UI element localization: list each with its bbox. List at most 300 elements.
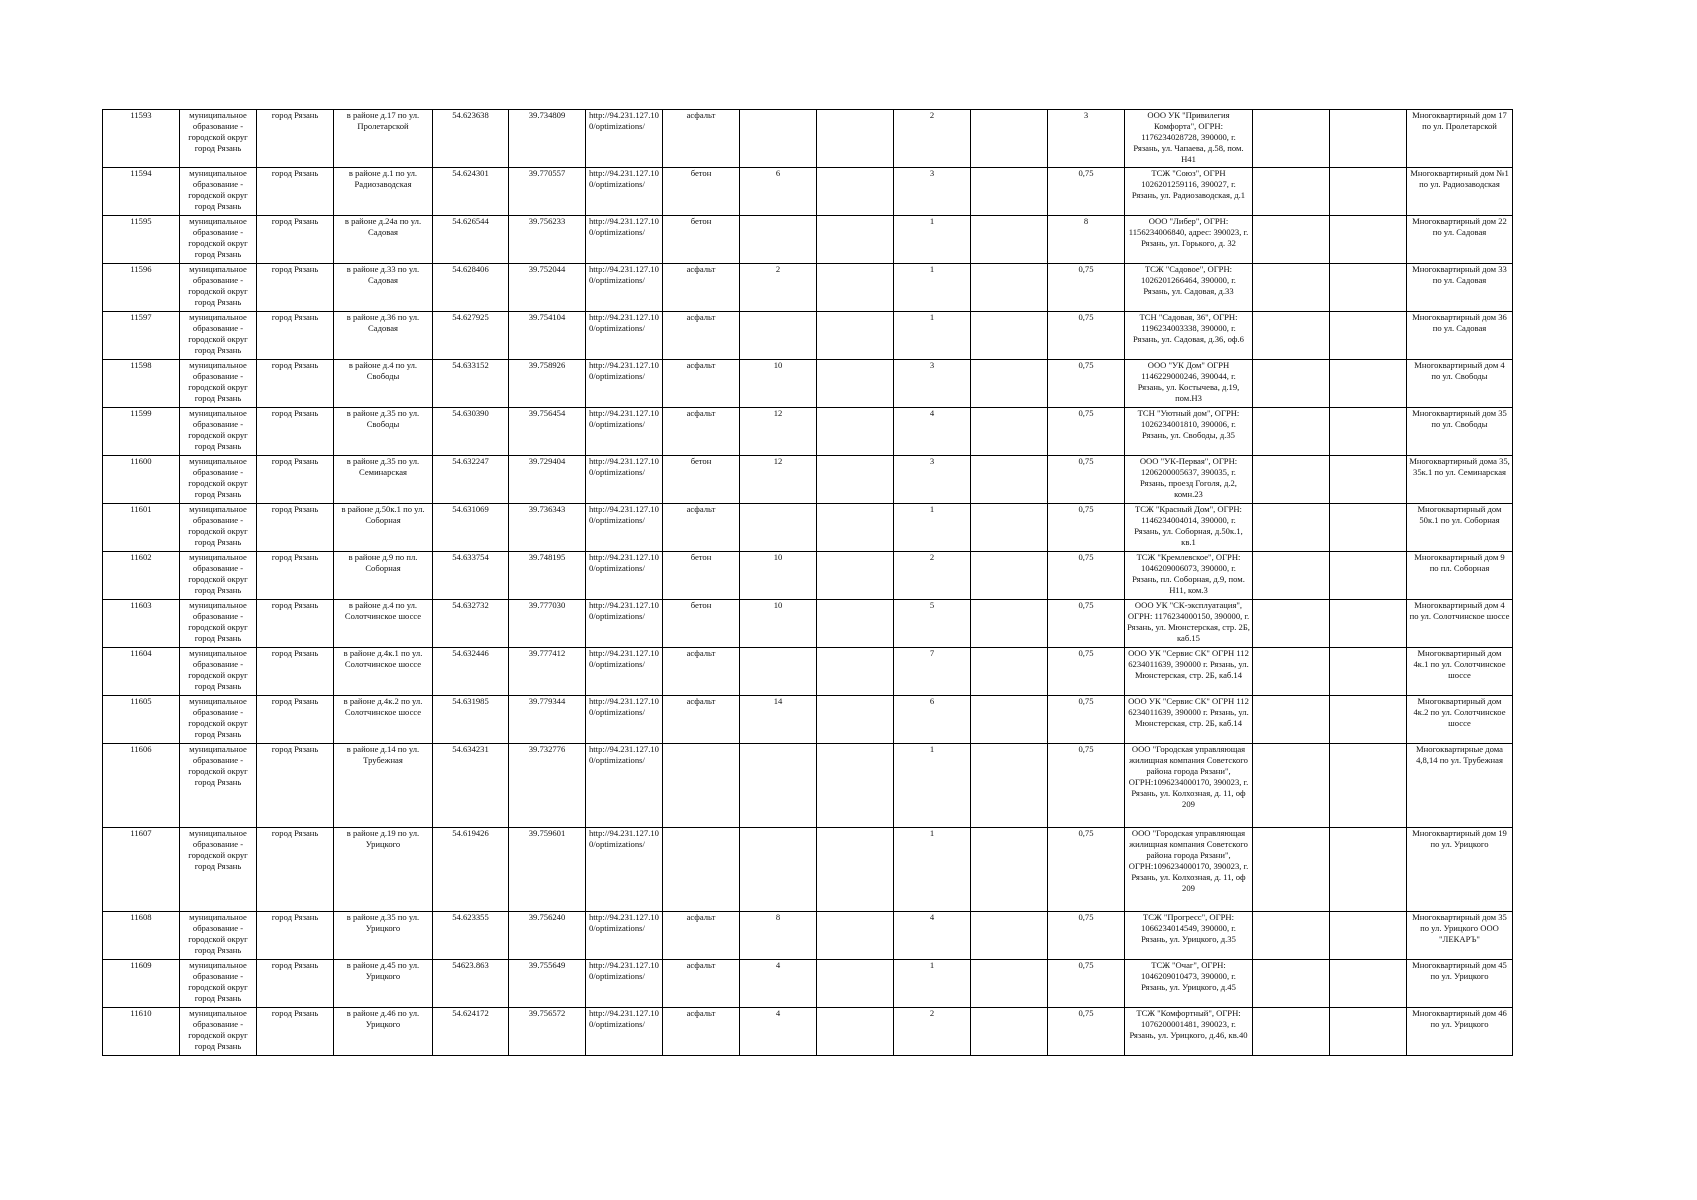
table-row: [103, 828, 1513, 912]
cell-col-15: [1253, 1008, 1330, 1056]
cell-volume: 0,75: [1048, 828, 1125, 912]
cell-city: город Рязань: [257, 696, 334, 744]
cell-latitude: 54.632446: [433, 648, 509, 696]
cell-area: 2: [740, 264, 817, 312]
cell-col-16: [1330, 264, 1407, 312]
cell-col-16: [1330, 828, 1407, 912]
cell-volume: 0,75: [1048, 552, 1125, 600]
cell-source: Многоквартирный дом 35 по ул. Урицкого ООО "ЛЕКАРЪ": [1407, 912, 1513, 960]
table-row: [103, 168, 1513, 216]
cell-id: 11599: [103, 408, 180, 456]
cell-source: Многоквартирный дом 46 по ул. Урицкого: [1407, 1008, 1513, 1056]
cell-scheme-link: http://94.231.127.10 0/optimizations/: [586, 552, 663, 600]
cell-city: город Рязань: [257, 504, 334, 552]
cell-longitude: 39.748195: [509, 552, 586, 600]
cell-owner: ООО УК "СК-эксплуатация", ОГРН: 1176234000150, 390000, г. Рязань, ул. Мюнстерская, стр. 2Б, каб.15: [1125, 600, 1253, 648]
cell-latitude: 54.627925: [433, 312, 509, 360]
cell-latitude: 54.633754: [433, 552, 509, 600]
cell-id: 11594: [103, 168, 180, 216]
cell-area: 10: [740, 552, 817, 600]
cell-col-12: [971, 648, 1048, 696]
cell-scheme-link: http://94.231.127.10 0/optimizations/: [586, 960, 663, 1008]
cell-volume: 0,75: [1048, 456, 1125, 504]
cell-municipality: муниципальное образование - городской округ город Рязань: [180, 504, 257, 552]
cell-city: город Рязань: [257, 456, 334, 504]
cell-latitude: 54.631069: [433, 504, 509, 552]
cell-col-15: [1253, 504, 1330, 552]
cell-col-16: [1330, 408, 1407, 456]
cell-col-12: [971, 600, 1048, 648]
cell-latitude: 54.632247: [433, 456, 509, 504]
cell-id: 11601: [103, 504, 180, 552]
cell-owner: ТСЖ "Союз", ОГРН 1026201259116, 390027, г. Рязань, ул. Радиозаводская, д.1: [1125, 168, 1253, 216]
cell-location: в районе д.33 по ул. Садовая: [334, 264, 433, 312]
cell-area: [740, 828, 817, 912]
cell-col-16: [1330, 552, 1407, 600]
cell-containers: 7: [894, 648, 971, 696]
cell-latitude: 54.626544: [433, 216, 509, 264]
table-row: [103, 960, 1513, 1008]
cell-longitude: 39.756233: [509, 216, 586, 264]
cell-volume: 3: [1048, 110, 1125, 168]
cell-col-15: [1253, 216, 1330, 264]
cell-col-12: [971, 1008, 1048, 1056]
cell-latitude: 54.624172: [433, 1008, 509, 1056]
table-row: [103, 744, 1513, 828]
cell-col-16: [1330, 216, 1407, 264]
cell-longitude: 39.759601: [509, 828, 586, 912]
cell-surface: асфальт: [663, 1008, 740, 1056]
cell-containers: 2: [894, 552, 971, 600]
cell-col-15: [1253, 744, 1330, 828]
cell-area: 12: [740, 456, 817, 504]
cell-scheme-link: http://94.231.127.10 0/optimizations/: [586, 828, 663, 912]
table-row: [103, 312, 1513, 360]
cell-id: 11596: [103, 264, 180, 312]
cell-source: Многоквартирный дом 4к.2 по ул. Солотчинское шоссе: [1407, 696, 1513, 744]
cell-surface: асфальт: [663, 408, 740, 456]
cell-col-10: [817, 408, 894, 456]
cell-location: в районе д.50к.1 по ул. Соборная: [334, 504, 433, 552]
cell-col-15: [1253, 456, 1330, 504]
cell-city: город Рязань: [257, 168, 334, 216]
cell-latitude: 54.628406: [433, 264, 509, 312]
cell-surface: асфальт: [663, 312, 740, 360]
cell-source: Многоквартирный дом 45 по ул. Урицкого: [1407, 960, 1513, 1008]
cell-col-15: [1253, 408, 1330, 456]
cell-surface: [663, 828, 740, 912]
cell-owner: ТСЖ "Комфортный", ОГРН: 1076200001481, 390023, г. Рязань, ул. Урицкого, д.46, кв.40: [1125, 1008, 1253, 1056]
cell-location: в районе д.1 по ул. Радиозаводская: [334, 168, 433, 216]
cell-volume: 0,75: [1048, 168, 1125, 216]
cell-municipality: муниципальное образование - городской округ город Рязань: [180, 600, 257, 648]
cell-city: город Рязань: [257, 552, 334, 600]
cell-longitude: 39.756454: [509, 408, 586, 456]
cell-col-16: [1330, 696, 1407, 744]
cell-containers: 1: [894, 264, 971, 312]
cell-location: в районе д.4к.1 по ул. Солотчинское шоссе: [334, 648, 433, 696]
cell-location: в районе д.35 по ул. Свободы: [334, 408, 433, 456]
cell-col-12: [971, 552, 1048, 600]
table-row: [103, 912, 1513, 960]
cell-containers: 5: [894, 600, 971, 648]
cell-owner: ТСЖ "Садовое", ОГРН: 1026201266464, 390000, г. Рязань, ул. Садовая, д.33: [1125, 264, 1253, 312]
cell-col-12: [971, 264, 1048, 312]
cell-area: 6: [740, 168, 817, 216]
cell-municipality: муниципальное образование - городской округ город Рязань: [180, 168, 257, 216]
cell-col-10: [817, 110, 894, 168]
cell-id: 11605: [103, 696, 180, 744]
cell-col-15: [1253, 360, 1330, 408]
table-row: [103, 504, 1513, 552]
cell-source: Многоквартирный дом 4 по ул. Свободы: [1407, 360, 1513, 408]
table-row: [103, 456, 1513, 504]
cell-col-10: [817, 264, 894, 312]
cell-source: Многоквартирный дом 50к.1 по ул. Соборная: [1407, 504, 1513, 552]
cell-longitude: 39.736343: [509, 504, 586, 552]
cell-longitude: 39.756572: [509, 1008, 586, 1056]
cell-area: 14: [740, 696, 817, 744]
cell-source: Многоквартирный дом 4 по ул. Солотчинское шоссе: [1407, 600, 1513, 648]
cell-location: в районе д.17 по ул. Пролетарской: [334, 110, 433, 168]
cell-owner: ТСЖ "Красный Дом", ОГРН: 1146234004014, 390000, г. Рязань, ул. Соборная, д.50к.1, кв.1: [1125, 504, 1253, 552]
cell-longitude: 39.758926: [509, 360, 586, 408]
cell-surface: асфальт: [663, 960, 740, 1008]
cell-owner: ТСН "Садовая, 36", ОГРН: 1196234003338, 390000, г. Рязань, ул. Садовая, д.36, оф.6: [1125, 312, 1253, 360]
cell-col-15: [1253, 264, 1330, 312]
cell-location: в районе д.19 по ул. Урицкого: [334, 828, 433, 912]
cell-surface: асфальт: [663, 912, 740, 960]
cell-source: Многоквартирный дом 9 по пл. Соборная: [1407, 552, 1513, 600]
cell-surface: асфальт: [663, 360, 740, 408]
cell-scheme-link: http://94.231.127.10 0/optimizations/: [586, 264, 663, 312]
cell-owner: ООО "УК-Первая", ОГРН: 1206200005637, 390035, г. Рязань, проезд Гоголя, д.2, комн.23: [1125, 456, 1253, 504]
cell-col-15: [1253, 552, 1330, 600]
cell-longitude: 39.779344: [509, 696, 586, 744]
cell-city: город Рязань: [257, 360, 334, 408]
cell-latitude: 54.623638: [433, 110, 509, 168]
cell-id: 11597: [103, 312, 180, 360]
table-row: [103, 216, 1513, 264]
cell-longitude: 39.729404: [509, 456, 586, 504]
cell-col-16: [1330, 360, 1407, 408]
cell-col-10: [817, 312, 894, 360]
cell-source: Многоквартирный дом 36 по ул. Садовая: [1407, 312, 1513, 360]
cell-containers: 3: [894, 360, 971, 408]
cell-latitude: 54.633152: [433, 360, 509, 408]
cell-col-15: [1253, 828, 1330, 912]
cell-area: [740, 744, 817, 828]
cell-source: Многоквартирный дом 4к.1 по ул. Солотчинское шоссе: [1407, 648, 1513, 696]
cell-scheme-link: http://94.231.127.10 0/optimizations/: [586, 360, 663, 408]
cell-containers: 1: [894, 216, 971, 264]
cell-surface: асфальт: [663, 504, 740, 552]
cell-id: 11606: [103, 744, 180, 828]
cell-id: 11608: [103, 912, 180, 960]
cell-volume: 0,75: [1048, 264, 1125, 312]
cell-latitude: 54.632732: [433, 600, 509, 648]
cell-id: 11607: [103, 828, 180, 912]
cell-owner: ТСЖ "Прогресс", ОГРН: 1066234014549, 390000, г. Рязань, ул. Урицкого, д.35: [1125, 912, 1253, 960]
cell-longitude: 39.777030: [509, 600, 586, 648]
cell-col-16: [1330, 960, 1407, 1008]
table-body: [103, 110, 1513, 1056]
cell-col-12: [971, 960, 1048, 1008]
cell-scheme-link: http://94.231.127.10 0/optimizations/: [586, 216, 663, 264]
cell-containers: 6: [894, 696, 971, 744]
cell-municipality: муниципальное образование - городской округ город Рязань: [180, 696, 257, 744]
cell-scheme-link: http://94.231.127.10 0/optimizations/: [586, 312, 663, 360]
cell-volume: 0,75: [1048, 1008, 1125, 1056]
cell-surface: асфальт: [663, 110, 740, 168]
cell-containers: 3: [894, 168, 971, 216]
cell-scheme-link: http://94.231.127.10 0/optimizations/: [586, 648, 663, 696]
cell-scheme-link: http://94.231.127.10 0/optimizations/: [586, 168, 663, 216]
cell-location: в районе д.36 по ул. Садовая: [334, 312, 433, 360]
cell-col-12: [971, 216, 1048, 264]
cell-area: [740, 216, 817, 264]
cell-source: Многоквартирные дома 4,8,14 по ул. Трубежная: [1407, 744, 1513, 828]
cell-area: 10: [740, 600, 817, 648]
cell-containers: 2: [894, 110, 971, 168]
cell-municipality: муниципальное образование - городской округ город Рязань: [180, 456, 257, 504]
cell-area: [740, 648, 817, 696]
cell-scheme-link: http://94.231.127.10 0/optimizations/: [586, 504, 663, 552]
cell-city: город Рязань: [257, 828, 334, 912]
cell-surface: бетон: [663, 168, 740, 216]
cell-col-12: [971, 360, 1048, 408]
cell-owner: ООО "УК Дом" ОГРН 1146229000246, 390044, г. Рязань, ул. Костычева, д.19, пом.Н3: [1125, 360, 1253, 408]
cell-col-10: [817, 960, 894, 1008]
cell-col-12: [971, 168, 1048, 216]
cell-col-16: [1330, 648, 1407, 696]
table-row: [103, 552, 1513, 600]
table-row: [103, 696, 1513, 744]
cell-volume: 0,75: [1048, 504, 1125, 552]
cell-source: Многоквартирный дом 19 по ул. Урицкого: [1407, 828, 1513, 912]
cell-col-10: [817, 456, 894, 504]
cell-location: в районе д.45 по ул. Урицкого: [334, 960, 433, 1008]
cell-area: 10: [740, 360, 817, 408]
cell-owner: ООО УК "Сервис СК" ОГРН 112 6234011639, 390000 г. Рязань, ул. Мюнстерская, стр. 2Б, каб.14: [1125, 648, 1253, 696]
cell-containers: 3: [894, 456, 971, 504]
cell-municipality: муниципальное образование - городской округ город Рязань: [180, 1008, 257, 1056]
cell-longitude: 39.734809: [509, 110, 586, 168]
cell-col-10: [817, 744, 894, 828]
cell-latitude: 54.634231: [433, 744, 509, 828]
cell-col-10: [817, 696, 894, 744]
cell-municipality: муниципальное образование - городской округ город Рязань: [180, 312, 257, 360]
cell-col-10: [817, 360, 894, 408]
table-row: [103, 408, 1513, 456]
cell-containers: 1: [894, 828, 971, 912]
cell-col-15: [1253, 312, 1330, 360]
cell-source: Многоквартирный дом 22 по ул. Садовая: [1407, 216, 1513, 264]
cell-longitude: 39.755649: [509, 960, 586, 1008]
cell-latitude: 54.623355: [433, 912, 509, 960]
cell-municipality: муниципальное образование - городской округ город Рязань: [180, 216, 257, 264]
cell-municipality: муниципальное образование - городской округ город Рязань: [180, 360, 257, 408]
cell-col-10: [817, 216, 894, 264]
table-row: [103, 110, 1513, 168]
cell-city: город Рязань: [257, 110, 334, 168]
cell-col-16: [1330, 312, 1407, 360]
cell-municipality: муниципальное образование - городской округ город Рязань: [180, 960, 257, 1008]
cell-location: в районе д.4 по ул. Свободы: [334, 360, 433, 408]
cell-city: город Рязань: [257, 216, 334, 264]
cell-city: город Рязань: [257, 264, 334, 312]
table-row: [103, 360, 1513, 408]
cell-longitude: 39.732776: [509, 744, 586, 828]
cell-longitude: 39.754104: [509, 312, 586, 360]
cell-volume: 0,75: [1048, 360, 1125, 408]
cell-id: 11593: [103, 110, 180, 168]
cell-owner: ООО УК "Привилегия Комфорта", ОГРН: 1176234028728, 390000, г. Рязань, ул. Чапаева, д.58, пом. Н41: [1125, 110, 1253, 168]
cell-id: 11602: [103, 552, 180, 600]
cell-source: Многоквартирный дом 33 по ул. Садовая: [1407, 264, 1513, 312]
cell-source: Многоквартирный дом 35 по ул. Свободы: [1407, 408, 1513, 456]
cell-city: город Рязань: [257, 744, 334, 828]
cell-source: Многоквартирный дома 35, 35к.1 по ул. Семинарская: [1407, 456, 1513, 504]
cell-city: город Рязань: [257, 960, 334, 1008]
cell-col-16: [1330, 912, 1407, 960]
cell-city: город Рязань: [257, 312, 334, 360]
cell-id: 11610: [103, 1008, 180, 1056]
cell-location: в районе д.24а по ул. Садовая: [334, 216, 433, 264]
cell-col-10: [817, 912, 894, 960]
cell-col-15: [1253, 168, 1330, 216]
cell-area: 8: [740, 912, 817, 960]
cell-location: в районе д.46 по ул. Урицкого: [334, 1008, 433, 1056]
cell-col-10: [817, 1008, 894, 1056]
cell-surface: бетон: [663, 456, 740, 504]
cell-scheme-link: http://94.231.127.10 0/optimizations/: [586, 696, 663, 744]
cell-scheme-link: http://94.231.127.10 0/optimizations/: [586, 600, 663, 648]
cell-surface: бетон: [663, 552, 740, 600]
cell-longitude: 39.752044: [509, 264, 586, 312]
cell-source: Многоквартирный дом 17 по ул. Пролетарской: [1407, 110, 1513, 168]
cell-volume: 0,75: [1048, 696, 1125, 744]
cell-latitude: 54.624301: [433, 168, 509, 216]
cell-id: 11600: [103, 456, 180, 504]
cell-area: [740, 312, 817, 360]
cell-longitude: 39.756240: [509, 912, 586, 960]
cell-area: 12: [740, 408, 817, 456]
cell-volume: 0,75: [1048, 744, 1125, 828]
cell-col-16: [1330, 110, 1407, 168]
cell-col-10: [817, 168, 894, 216]
cell-municipality: муниципальное образование - городской округ город Рязань: [180, 912, 257, 960]
cell-scheme-link: http://94.231.127.10 0/optimizations/: [586, 1008, 663, 1056]
cell-col-12: [971, 912, 1048, 960]
cell-col-12: [971, 696, 1048, 744]
cell-city: город Рязань: [257, 408, 334, 456]
cell-latitude: 54623.863: [433, 960, 509, 1008]
cell-owner: ООО "Городская управляющая жилищная компания Советского района города Рязани", ОГРН:1096234000170, 390023, г. Рязань, ул. Колхозная, д. 11, оф 209: [1125, 744, 1253, 828]
cell-municipality: муниципальное образование - городской округ город Рязань: [180, 828, 257, 912]
cell-surface: бетон: [663, 600, 740, 648]
cell-col-10: [817, 504, 894, 552]
cell-col-10: [817, 600, 894, 648]
cell-latitude: 54.619426: [433, 828, 509, 912]
cell-municipality: муниципальное образование - городской округ город Рязань: [180, 744, 257, 828]
cell-location: в районе д.14 по ул. Трубежная: [334, 744, 433, 828]
cell-containers: 1: [894, 504, 971, 552]
cell-surface: асфальт: [663, 696, 740, 744]
cell-volume: 0,75: [1048, 600, 1125, 648]
table-row: [103, 648, 1513, 696]
cell-col-12: [971, 408, 1048, 456]
cell-area: [740, 504, 817, 552]
cell-volume: 0,75: [1048, 648, 1125, 696]
cell-id: 11609: [103, 960, 180, 1008]
cell-scheme-link: http://94.231.127.10 0/optimizations/: [586, 912, 663, 960]
cell-municipality: муниципальное образование - городской округ город Рязань: [180, 110, 257, 168]
cell-owner: ООО "Городская управляющая жилищная компания Советского района города Рязани", ОГРН:1096234000170, 390023, г. Рязань, ул. Колхозная, д. 11, оф 209: [1125, 828, 1253, 912]
cell-location: в районе д.9 по пл. Соборная: [334, 552, 433, 600]
cell-col-10: [817, 828, 894, 912]
cell-area: 4: [740, 1008, 817, 1056]
cell-col-12: [971, 456, 1048, 504]
cell-id: 11595: [103, 216, 180, 264]
registry-table: [102, 109, 1513, 1056]
cell-col-15: [1253, 600, 1330, 648]
cell-area: [740, 110, 817, 168]
cell-id: 11603: [103, 600, 180, 648]
cell-containers: 1: [894, 312, 971, 360]
cell-volume: 0,75: [1048, 312, 1125, 360]
cell-location: в районе д.35 по ул. Урицкого: [334, 912, 433, 960]
cell-surface: бетон: [663, 216, 740, 264]
cell-containers: 4: [894, 912, 971, 960]
cell-col-16: [1330, 456, 1407, 504]
table-row: [103, 1008, 1513, 1056]
cell-longitude: 39.770557: [509, 168, 586, 216]
cell-scheme-link: http://94.231.127.10 0/optimizations/: [586, 110, 663, 168]
cell-municipality: муниципальное образование - городской округ город Рязань: [180, 648, 257, 696]
cell-latitude: 54.630390: [433, 408, 509, 456]
cell-col-15: [1253, 960, 1330, 1008]
cell-scheme-link: http://94.231.127.10 0/optimizations/: [586, 456, 663, 504]
cell-municipality: муниципальное образование - городской округ город Рязань: [180, 552, 257, 600]
cell-municipality: муниципальное образование - городской округ город Рязань: [180, 408, 257, 456]
cell-volume: 0,75: [1048, 960, 1125, 1008]
cell-volume: 8: [1048, 216, 1125, 264]
cell-containers: 1: [894, 744, 971, 828]
cell-col-15: [1253, 648, 1330, 696]
cell-col-16: [1330, 504, 1407, 552]
cell-id: 11604: [103, 648, 180, 696]
cell-col-10: [817, 552, 894, 600]
cell-city: город Рязань: [257, 648, 334, 696]
cell-surface: асфальт: [663, 264, 740, 312]
cell-location: в районе д.4 по ул. Солотчинское шоссе: [334, 600, 433, 648]
cell-area: 4: [740, 960, 817, 1008]
cell-col-16: [1330, 600, 1407, 648]
cell-surface: [663, 744, 740, 828]
cell-owner: ТСЖ "Очаг", ОГРН: 1046209010473, 390000, г. Рязань, ул. Урицкого, д.45: [1125, 960, 1253, 1008]
cell-col-16: [1330, 1008, 1407, 1056]
cell-scheme-link: http://94.231.127.10 0/optimizations/: [586, 408, 663, 456]
cell-owner: ООО "Либер", ОГРН: 1156234006840, адрес: 390023, г. Рязань, ул. Горького, д. 32: [1125, 216, 1253, 264]
cell-volume: 0,75: [1048, 408, 1125, 456]
cell-col-12: [971, 744, 1048, 828]
cell-col-15: [1253, 110, 1330, 168]
table-row: [103, 264, 1513, 312]
cell-col-16: [1330, 744, 1407, 828]
cell-containers: 2: [894, 1008, 971, 1056]
cell-containers: 4: [894, 408, 971, 456]
